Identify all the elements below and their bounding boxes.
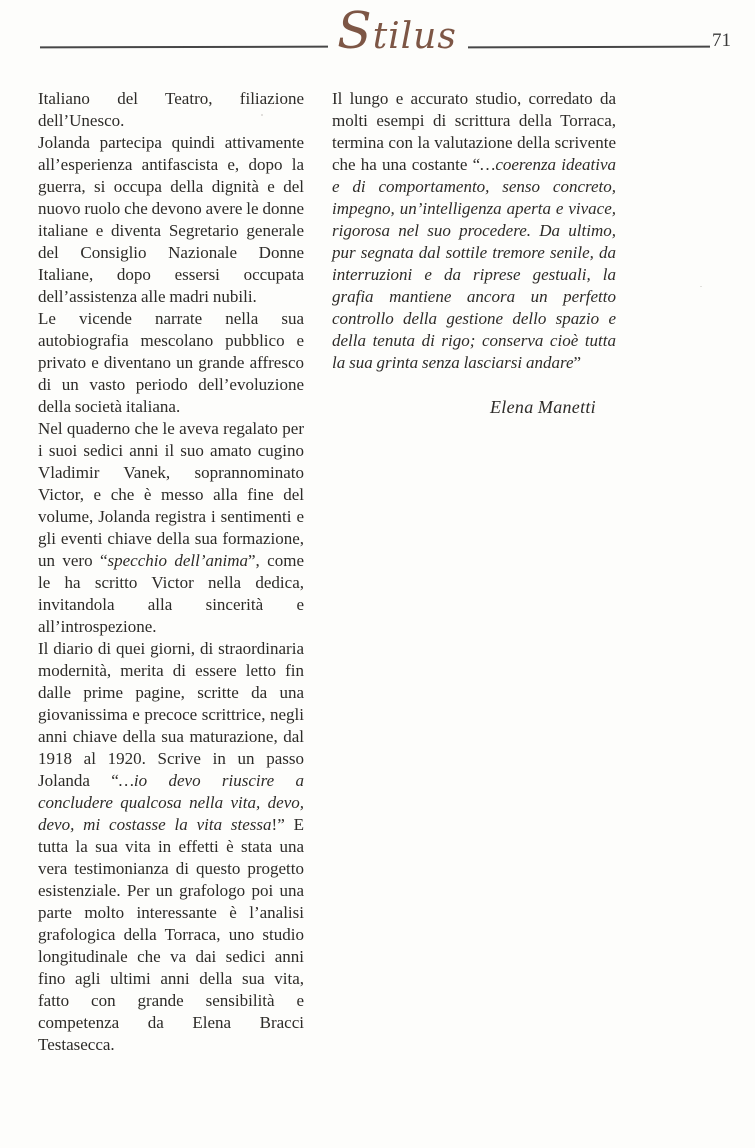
- column-right: [332, 88, 616, 418]
- scan-speck: [261, 114, 263, 116]
- paragraph: [332, 88, 616, 374]
- paragraph: [38, 418, 304, 638]
- stilus-logo: Stilus: [337, 1, 457, 60]
- header-rule-left: [40, 46, 328, 49]
- paragraph: [38, 638, 304, 1056]
- text-run: Italiano del Teatro, filiazione dell’Unesco.: [38, 89, 304, 130]
- italic-text-run: …coerenza ideativa e di comportamento, senso concreto, impegno, un’intelligenza aperta e vivace, rigorosa nel suo procedere. Da ultimo, pur segnata dal sottile tremore senile, da interruzioni e da riprese gestuali, la grafia mantiene ancora un perfetto controllo della gestione dello spazio e della tenuta di rigo; conserva cioè tutta la sua grinta senza lasciarsi andare: [332, 155, 617, 372]
- text-run: ”: [573, 353, 582, 372]
- text-run: Il lungo e accurato studio, corredato da molti esempi di scrittura della Torraca, termina con la valutazione della scrivente che ha una costante “: [332, 89, 616, 174]
- column-right-paragraphs: [332, 88, 616, 374]
- scan-speck: [700, 286, 702, 287]
- text-run: Le vicende narrate nella sua autobiografia mescolano pubblico e privato e diventano un grande affresco di un vasto periodo dell’evoluzione della società italiana.: [38, 309, 304, 416]
- italic-text-run: …io devo riuscire a concludere qualcosa nella vita, devo, devo, mi costasse la vita stessa: [38, 771, 304, 834]
- italic-text-run: specchio dell’anima: [107, 551, 249, 570]
- author-signature: Elena Manetti: [490, 397, 596, 417]
- text-run: Il diario di quei giorni, di straordinaria modernità, merita di essere letto fin dalle prime pagine, scritte da una giovanissima e precoce scrittrice, negli anni chiave della sua maturazione, dal 1918 al 1920. Scrive in un passo Jolanda “: [38, 639, 304, 790]
- column-left-paragraphs: [38, 88, 304, 1056]
- paragraph: [38, 132, 304, 308]
- header-rule-right: [468, 46, 710, 49]
- text-run: !” E tutta la sua vita in effetti è stata una vera testimonianza di questo progetto esistenziale. Per un grafologo poi una parte molto interessante è l’analisi grafologica della Torraca, uno studio longitudinale che va dai sedici anni fino agli ultimi anni della sua vita, fatto con grande sensibilità e competenza da Elena Bracci Testasecca.: [38, 815, 304, 1054]
- text-run: ”, come le ha scritto Victor nella dedica, invitandola alla sincerità e all’introspezione.: [38, 551, 304, 636]
- text-run: Jolanda partecipa quindi attivamente all’esperienza antifascista e, dopo la guerra, si occupa della dignità e del nuovo ruolo che devono avere le donne italiane e diventa Segretario generale del Consiglio Nazionale Donne Italiane, dopo essersi occupata dell’assistenza alle madri nubili.: [38, 133, 304, 306]
- column-left: [38, 88, 304, 1056]
- paragraph: [38, 308, 304, 418]
- paragraph: [38, 88, 304, 132]
- text-run: Nel quaderno che le aveva regalato per i suoi sedici anni il suo amato cugino Vladimir Vanek, soprannominato Victor, e che è messo alla fine del volume, Jolanda registra i sentimenti e gli eventi chiave della sua formazione, un vero “: [38, 419, 304, 570]
- page-number: 71: [712, 30, 731, 51]
